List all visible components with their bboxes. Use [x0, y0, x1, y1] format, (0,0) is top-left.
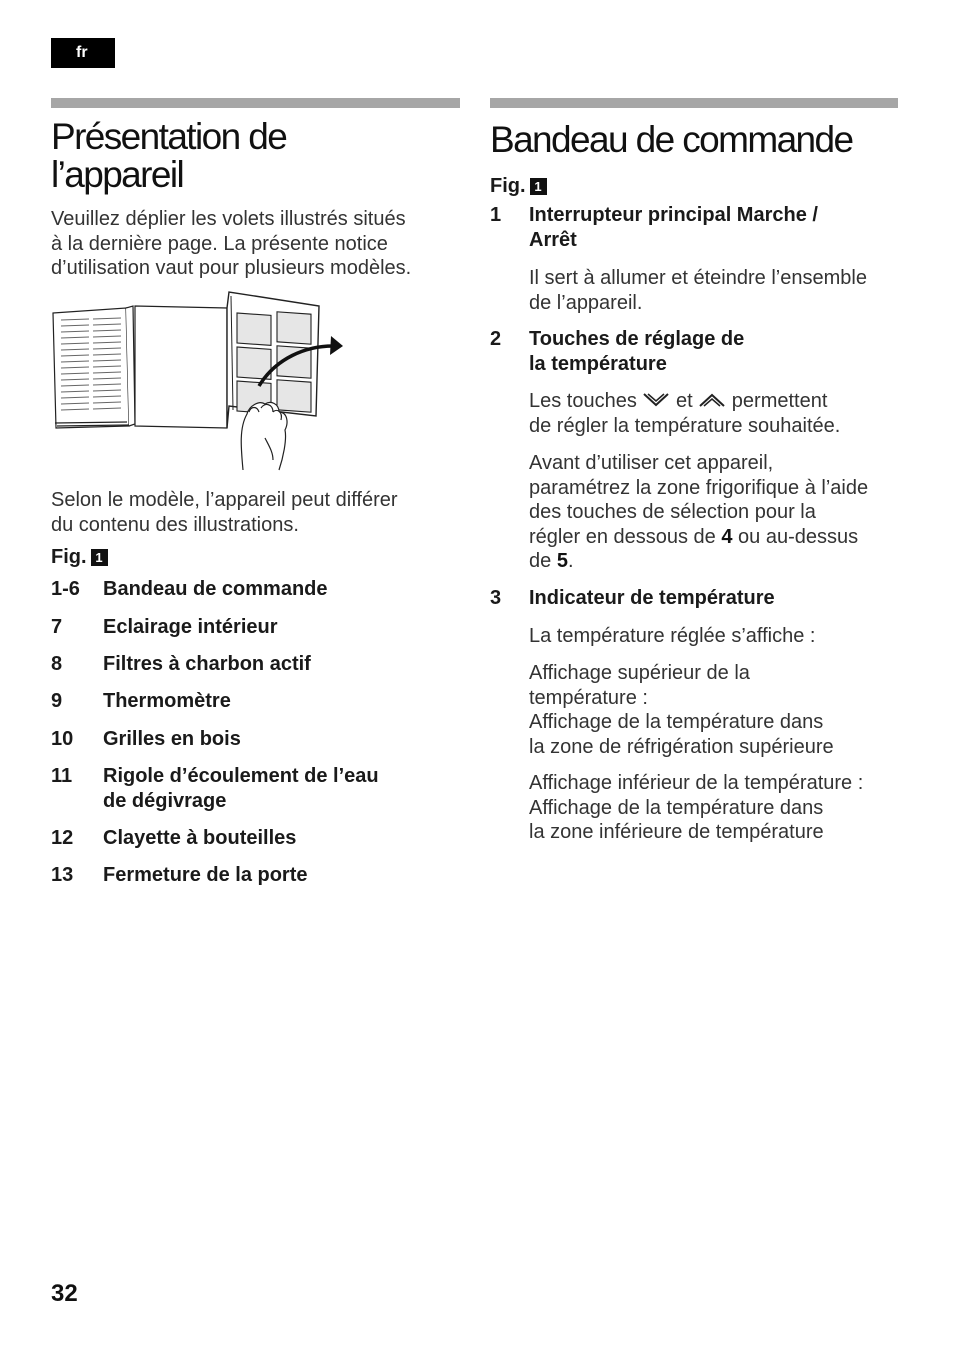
note-line-1: Selon le modèle, l’appareil peut différer	[51, 489, 398, 511]
keys-text-line-2: de régler la température souhaitée.	[529, 414, 841, 437]
unfold-flaps-illustration	[51, 288, 351, 474]
keys-text-before: Les touches	[529, 390, 637, 412]
item3-upper-display	[529, 661, 834, 759]
keys-text-mid: et	[675, 390, 693, 412]
intro-paragraph	[51, 207, 411, 281]
list-item-label: Thermomètre	[103, 690, 231, 712]
upper-line-3: Affichage de la température dans	[529, 711, 824, 733]
fig-label: Fig.	[51, 546, 87, 568]
before-line-4a: régler en dessous de	[529, 525, 716, 548]
list-item-number: 11	[51, 765, 73, 787]
upper-line-1: Affichage supérieur de la	[529, 662, 750, 684]
list-item-label: Bandeau de commande	[103, 578, 328, 600]
control-item-title	[529, 327, 744, 376]
control-item-title	[529, 203, 818, 252]
list-item-label: Fermeture de la porte	[103, 864, 308, 886]
intro-line-3: d’utilisation vaut pour plusieurs modèles.	[51, 257, 412, 279]
item3-shown: La température réglée s’affiche :	[529, 625, 816, 647]
before-line-3: des touches de sélection pour la	[529, 501, 816, 523]
list-item-number: 13	[51, 864, 74, 886]
chevron-up-icon	[698, 391, 726, 409]
upper-line-4: la zone de réfrigération supérieure	[529, 735, 834, 758]
item2-title-line-1: Touches de réglage de	[529, 328, 745, 350]
before-line-5b: .	[567, 550, 574, 572]
item1-desc-line-1: Il sert à allumer et éteindre l’ensemble	[529, 267, 867, 289]
before-line-5a: de	[529, 550, 552, 572]
list-item-number: 1-6	[51, 578, 80, 600]
lower-line-2: Affichage de la température dans	[529, 796, 824, 819]
list-item-label: Clayette à bouteilles	[103, 827, 297, 849]
intro-line-1: Veuillez déplier les volets illustrés situés	[51, 208, 406, 230]
before-line-1: Avant d’utiliser cet appareil,	[529, 452, 774, 474]
list-item-label-line-1: Rigole d’écoulement de l’eau	[103, 765, 379, 787]
list-item-label-line-2: de dégivrage	[103, 789, 227, 812]
section-rule-left	[51, 98, 460, 108]
title-line-2: l’appareil	[51, 154, 184, 195]
list-item-number: 8	[51, 653, 63, 675]
control-item-number: 3	[490, 587, 502, 609]
list-item-number: 10	[51, 728, 74, 750]
lower-line-3: la zone inférieure de température	[529, 821, 824, 843]
control-item-number: 1	[490, 204, 502, 226]
item2-keys-description	[529, 389, 840, 438]
section-title-control-panel: Bandeau de commande	[490, 119, 853, 160]
control-item-number: 2	[490, 328, 502, 350]
item2-before-use	[529, 451, 868, 574]
section-title-presentation	[51, 118, 286, 194]
list-item-label: Grilles en bois	[103, 728, 241, 750]
list-item-number: 12	[51, 827, 74, 849]
upper-line-2: température :	[529, 686, 648, 709]
note-line-2: du contenu des illustrations.	[51, 513, 299, 536]
before-line-4b: ou au-dessus	[738, 525, 859, 548]
lower-line-1: Affichage inférieur de la température :	[529, 772, 864, 794]
control-item-title: Indicateur de température	[529, 587, 775, 609]
threshold-low-value: 4	[721, 525, 733, 548]
figure-reference-right	[490, 175, 547, 198]
item1-description	[529, 266, 867, 315]
chevron-down-icon	[642, 391, 670, 409]
list-item-number: 7	[51, 616, 63, 638]
before-line-2: paramétrez la zone frigorifique à l’aide	[529, 476, 869, 499]
section-rule-right	[490, 98, 898, 108]
model-note	[51, 488, 398, 537]
list-item-label: Eclairage intérieur	[103, 616, 278, 638]
item2-title-line-2: la température	[529, 352, 667, 375]
item1-title-line-2: Arrêt	[529, 228, 577, 251]
fig-number-badge: 1	[91, 549, 108, 566]
item3-lower-display	[529, 771, 863, 845]
item1-title-line-1: Interrupteur principal Marche /	[529, 204, 818, 226]
list-item-number: 9	[51, 690, 63, 712]
fig-number-badge: 1	[530, 178, 547, 195]
title-line-1: Présentation de	[51, 116, 287, 157]
page-number: 32	[51, 1280, 78, 1307]
list-item-label: Filtres à charbon actif	[103, 653, 311, 675]
intro-line-2: à la dernière page. La présente notice	[51, 232, 388, 255]
fig-label: Fig.	[490, 175, 526, 197]
figure-reference-left	[51, 546, 108, 569]
threshold-high-value: 5	[556, 550, 568, 572]
language-tag: fr	[51, 38, 115, 68]
item1-desc-line-2: de l’appareil.	[529, 291, 643, 314]
list-item-label	[103, 764, 379, 813]
keys-text-after: permettent	[731, 390, 828, 412]
